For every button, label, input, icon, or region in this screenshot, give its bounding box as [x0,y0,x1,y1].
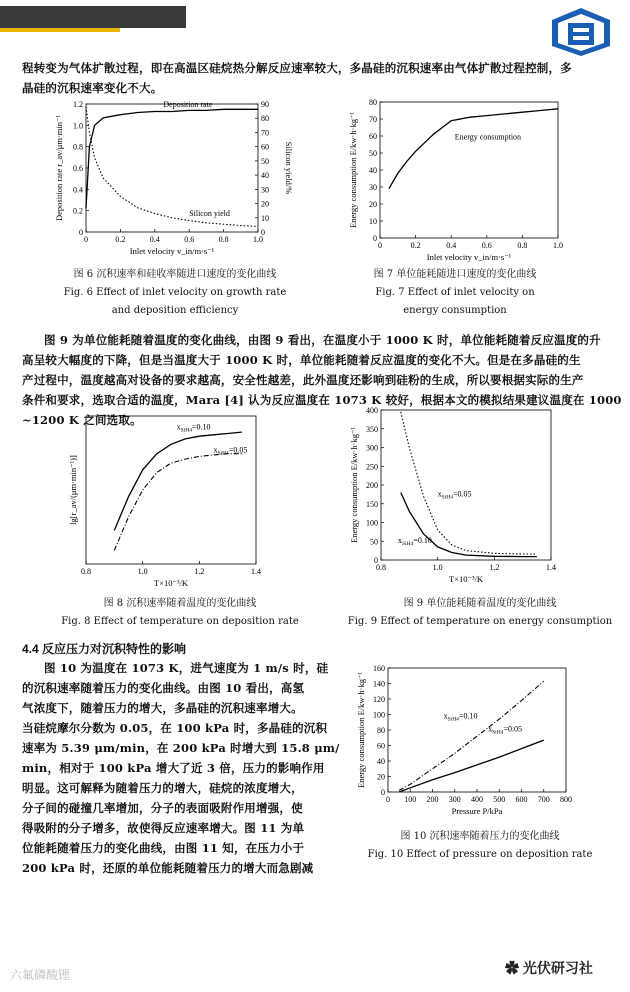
y-right-tick-label: 70 [261,128,269,138]
para-line: 高呈较大幅度的下降，但是当温度大于 1000 K 时，单位能耗随着反应温度的变化不大。但是在多晶硅的生 [22,353,581,367]
series-label: $x_{SiH4}=0.10$ [176,422,211,434]
series-label: Deposition rate [163,100,213,110]
x-tick-label: 300 [448,795,461,804]
fig9-chart [345,404,565,594]
y-tick-label: 40 [377,757,385,766]
y-tick-label: 0.4 [73,185,83,195]
x-tick-label: 1.4 [546,563,556,572]
watermark-right [505,958,593,978]
series-line-0 [401,412,537,554]
para-line: 速率为 5.39 μm/min，在 200 kPa 时增大到 15.8 μm/ [22,741,340,755]
y-axis-label: Energy consumption E/kw·h·kg⁻¹ [356,672,366,788]
para-line: 图 9 为单位能耗随着温度的变化曲线，由图 9 看出，在温度小于 1000 K 时，单位能耗随着反应温度的升 [44,333,601,347]
para-line: 得吸附的分子增多，故使得反应速率增大。图 11 为单 [22,821,305,835]
y-tick-label: 140 [373,679,385,689]
series-line-0 [399,681,544,790]
fig7-caption-cn: 图 7 单位能耗随进口速度的变化曲线 [373,269,537,280]
fig7-caption-en: Fig. 7 Effect of inlet velocity on [375,287,535,298]
y-tick-label: 350 [366,424,378,434]
y-axis-label: Deposition rate r_av/μm·min⁻¹ [54,114,64,222]
fig8-chart [50,408,310,593]
series-line-1 [114,454,242,551]
x-tick-label: 0 [386,795,390,804]
x-tick-label: 500 [493,795,506,804]
intro-line: 程转变为气体扩散过程，即在高温区硅烷热分解反应速率较大，多晶硅的沉积速率由气体扩散过程控制，多 [22,61,572,75]
fig10-caption-en: Fig. 10 Effect of pressure on deposition rate [367,849,593,860]
x-tick-label: 0.6 [481,241,492,250]
y-tick-label: 60 [377,741,385,751]
y-tick-label: 60 [369,132,377,141]
series-label: Silicon yield [189,209,230,218]
y-right-tick-label: 90 [261,100,269,109]
x-tick-label: 0.2 [410,241,421,250]
x-tick-label: 0 [378,241,382,250]
fig6-chart [40,96,310,276]
x-tick-label: 1.2 [194,567,205,576]
para-line: 气浓度下，随着压力的增大，多晶硅的沉积速率增大。 [22,701,303,715]
series-label: $x_{SiH4}=0.05$ [213,445,248,457]
y-axis-label: Energy consumption E/kw·h·kg⁻¹ [349,427,359,543]
fig10-chart [352,660,582,830]
para-line: ~1200 K 之间选取。 [22,413,142,427]
para-line: 位能耗随着压力的变化曲线，由图 11 知，在压力小于 [22,841,305,855]
y-tick-label: 50 [370,537,378,547]
x-tick-label: 0.8 [376,563,386,572]
x-axis-label: Inlet velocity v_in/m·s⁻¹ [129,246,215,256]
y-right-axis-label: Silicon yield/% [284,141,294,195]
y-right-tick-label: 30 [261,185,269,195]
y-right-tick-label: 0 [261,228,265,237]
plot-frame [380,102,558,238]
y-tick-label: 40 [369,166,377,175]
fig7-caption-en2: energy consumption [403,305,507,316]
y-tick-label: 1.0 [73,121,83,131]
x-tick-label: 100 [404,795,417,804]
y-right-tick-label: 60 [261,142,269,152]
para-line: 200 kPa 时，还原的单位能耗随着压力的增大而急剧减 [22,861,314,875]
para-line: 的沉积速率随着压力的变化曲线。由图 10 看出，高氢 [22,681,305,695]
plot-frame [86,416,256,564]
series-line-1 [86,107,258,227]
x-tick-label: 1.0 [432,563,443,572]
section-heading: 4.4 反应压力对沉积特性的影响 [22,642,187,656]
y-tick-label: 1.2 [73,100,83,109]
y-tick-label: 0 [381,788,385,797]
x-axis-label: Inlet velocity v_in/m·s⁻¹ [426,252,512,262]
y-tick-label: 120 [373,695,385,704]
series-label: Energy consumption [454,132,522,142]
watermark-left: 六氟磷酸锂 [10,968,71,982]
x-tick-label: 400 [471,795,483,804]
y-tick-label: 80 [377,726,385,735]
para-line: 分子间的碰撞几率增加，分子的表面吸附作用增强，使 [22,801,303,815]
x-tick-label: 0.8 [517,241,528,250]
x-tick-label: 0.4 [446,241,457,250]
x-tick-label: 600 [515,795,528,804]
y-axis-label: lg[r_av/(μm·min⁻¹)] [68,455,78,525]
fig7-chart [340,96,570,276]
series-line-0 [389,109,558,189]
x-tick-label: 0 [84,235,88,244]
fig6-caption-en: Fig. 6 Effect of inlet velocity on growth rate [63,287,287,298]
x-axis-label: T×10⁻³/K [153,578,189,588]
series-line-0 [86,109,258,208]
x-tick-label: 800 [560,795,572,804]
y-tick-label: 30 [369,183,377,192]
y-tick-label: 100 [366,518,378,528]
y-tick-label: 0 [373,234,377,243]
plot-frame [381,410,551,560]
x-tick-label: 0.2 [115,235,126,244]
y-tick-label: 0.6 [73,164,83,173]
y-right-tick-label: 10 [261,213,269,223]
series-label: $x_{SiH4}=0.05$ [437,489,472,501]
fig8-caption-cn: 图 8 沉积速率随着温度的变化曲线 [103,598,257,609]
x-tick-label: 1.0 [137,567,148,576]
x-tick-label: 0.6 [184,235,195,244]
y-tick-label: 70 [369,115,377,124]
para-line: 当硅烷摩尔分数为 0.05，在 100 kPa 时，多晶硅的沉积 [22,721,328,735]
x-tick-label: 0.8 [218,235,229,244]
y-right-tick-label: 50 [261,156,269,166]
fig8-caption-en: Fig. 8 Effect of temperature on deposition rate [61,616,299,627]
fig6-caption-cn: 图 6 沉积速率和硅收率随进口速度的变化曲线 [73,269,277,280]
y-tick-label: 160 [373,664,385,673]
logo-icon [548,6,614,58]
y-tick-label: 200 [366,481,378,490]
series-label: $x_{SiH4}=0.05$ [488,724,522,736]
x-axis-label: Pressure P/kPa [451,806,503,816]
y-tick-label: 50 [369,149,377,158]
fig6-caption-en2: and deposition efficiency [111,305,239,316]
y-tick-label: 150 [366,499,378,509]
y-tick-label: 300 [366,443,378,453]
fig9-caption-cn: 图 9 单位能耗随着温度的变化曲线 [403,598,557,609]
fig10-caption-cn: 图 10 沉积速率随着压力的变化曲线 [400,831,560,842]
fig9-caption-en: Fig. 9 Effect of temperature on energy consumption [347,616,613,627]
para-line: 条件和要求，选取合适的温度，Mara [4] 认为反应温度在 1073 K 较好，根据本文的模拟结果建议温度在 1000 [22,393,622,407]
x-tick-label: 1.2 [489,563,500,572]
x-tick-label: 1.0 [253,235,263,244]
header-accent-bar [0,28,120,32]
y-axis-label: Energy consumption E/kw·h·kg⁻¹ [348,112,358,228]
plot-frame [86,104,258,232]
header-banner [0,6,186,28]
para-line: min，相对于 100 kPa 增大了近 3 倍，压力的影响作用 [22,761,325,775]
intro-line: 晶硅的沉积速率变化不大。 [22,81,163,95]
series-label: $x_{SiH4}=0.10$ [443,711,478,723]
y-right-tick-label: 80 [261,114,269,124]
x-tick-label: 1.0 [553,241,563,250]
series-label: $x_{SiH4}=0.10$ [398,536,432,548]
y-tick-label: 0 [374,556,378,565]
para-line: 明显。这可解释为随着压力的增大，硅烷的浓度增大， [22,781,303,795]
series-line-0 [114,432,242,530]
x-axis-label: T×10⁻³/K [448,574,484,584]
y-tick-label: 80 [369,98,377,107]
y-tick-label: 20 [377,772,385,782]
y-tick-label: 100 [373,710,385,720]
y-tick-label: 20 [369,200,377,209]
y-tick-label: 0.8 [73,142,83,152]
y-tick-label: 0 [79,228,83,237]
wechat-icon: ✿ [505,960,519,976]
para-line: 图 10 为温度在 1073 K，进气速度为 1 m/s 时，硅 [44,661,329,675]
x-tick-label: 1.4 [251,567,261,576]
y-tick-label: 0.2 [73,206,83,216]
series-line-1 [401,493,537,557]
x-tick-label: 200 [426,795,439,804]
x-tick-label: 0.8 [81,567,91,576]
watermark-right-text: 光伏研习社 [522,960,593,976]
plot-frame [388,668,566,792]
x-tick-label: 0.4 [149,235,160,244]
y-tick-label: 10 [369,217,377,226]
y-tick-label: 250 [366,462,378,472]
para-line: 产过程中，温度越高对设备的要求越高，安全性越差，此外温度还影响到硅粉的生成，所以要根据实际的生产 [22,373,584,387]
y-right-tick-label: 20 [261,199,269,209]
y-right-tick-label: 40 [261,171,269,181]
series-line-1 [399,740,544,792]
x-tick-label: 700 [537,795,550,804]
y-tick-label: 400 [366,406,378,415]
